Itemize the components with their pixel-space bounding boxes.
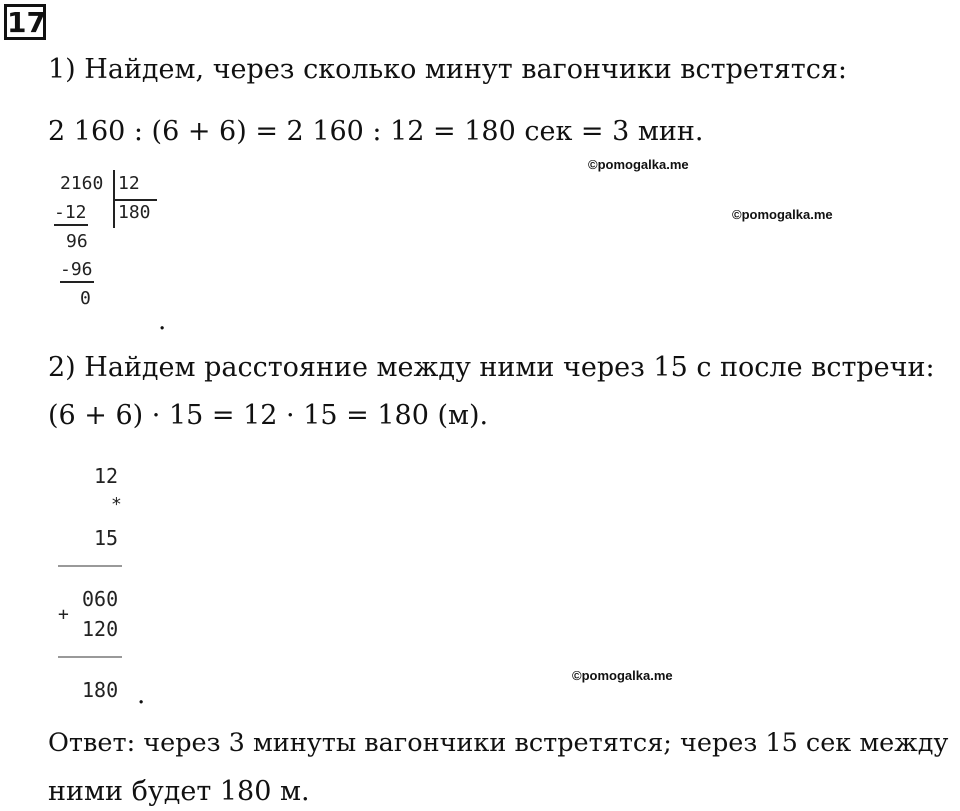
watermark-1: ©pomogalka.me bbox=[588, 157, 689, 172]
division-underline-1 bbox=[54, 224, 88, 226]
division-dividend: 2160 bbox=[60, 173, 104, 194]
problem-number: 17 bbox=[4, 4, 46, 40]
mult-sign: * bbox=[111, 494, 122, 515]
division-remainder-1: 96 bbox=[66, 231, 88, 252]
step1-equation: 2 160 : (6 + 6) = 2 160 : 12 = 180 сек = 3 мин. bbox=[48, 116, 704, 147]
answer-line-2: ними будет 180 м. bbox=[48, 776, 310, 807]
division-subtrahend-2: -96 bbox=[60, 259, 93, 280]
watermark-2: ©pomogalka.me bbox=[732, 207, 833, 222]
mult-factor-1: 12 bbox=[94, 464, 119, 488]
mult-partial-1: 060 bbox=[82, 587, 119, 611]
division-bracket-horizontal bbox=[113, 199, 157, 201]
answer-line-1: Ответ: через 3 минуты вагончики встретятся; через 15 сек между bbox=[48, 728, 949, 758]
trailing-dot-1: . bbox=[158, 306, 167, 336]
step2-heading: 2) Найдем расстояние между ними через 15 с после встречи: bbox=[48, 352, 935, 383]
division-subtrahend-1: -12 bbox=[54, 202, 87, 223]
watermark-3: ©pomogalka.me bbox=[572, 668, 673, 683]
step1-heading: 1) Найдем, через сколько минут вагончики встретятся: bbox=[48, 54, 847, 85]
division-divisor: 12 bbox=[118, 173, 140, 194]
mult-factor-2: 15 bbox=[94, 526, 119, 550]
mult-line-1 bbox=[58, 565, 122, 567]
mult-line-2 bbox=[58, 656, 122, 658]
step2-equation: (6 + 6) · 15 = 12 · 15 = 180 (м). bbox=[48, 400, 489, 431]
division-remainder-2: 0 bbox=[80, 288, 91, 309]
division-underline-2 bbox=[60, 281, 94, 283]
mult-plus: + bbox=[58, 604, 69, 625]
trailing-dot-2: . bbox=[137, 680, 146, 710]
division-quotient: 180 bbox=[118, 202, 151, 223]
mult-partial-2: 120 bbox=[82, 617, 119, 641]
mult-result: 180 bbox=[82, 678, 119, 702]
